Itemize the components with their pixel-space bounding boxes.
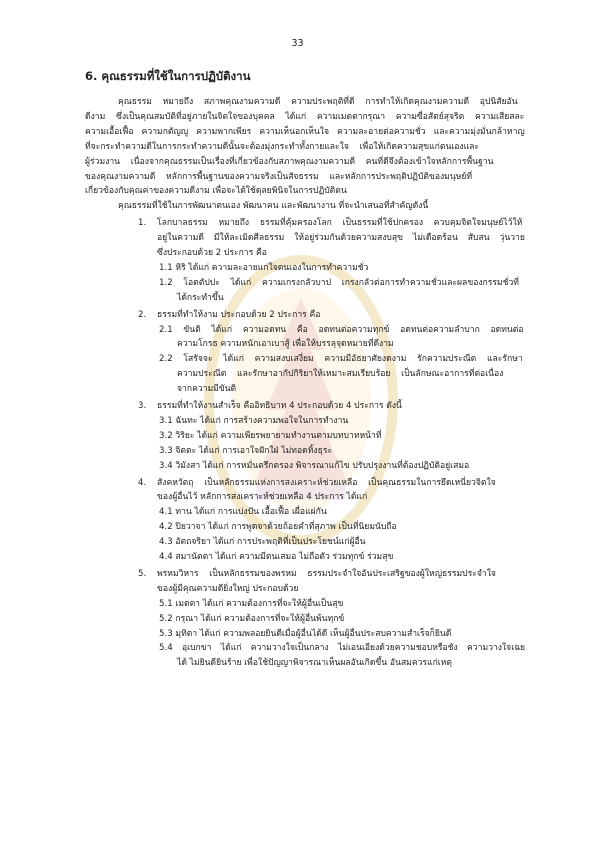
sub-item-text: ความประณีต และรักษาอากัปกิริยาให้เหมาะสมเรียบร้อย เป็นลักษณะอาการที่ต่อเนื่อง bbox=[177, 369, 504, 380]
paragraph-line: ความเอื้อเฟื้อ ความกตัญญู ความพากเพียร ความเห็นอกเห็นใจ ความละอายต่อความชั่ว และความมุ่งมั่นกล้าหาญ bbox=[85, 126, 525, 137]
paragraph-line: ที่จะกระทำความดีในการกระทำความดีนั้นจะต้องมุ่งกระทำทั้งกายและใจ เพื่อให้เกิดความสุขแก่ตนเองและ bbox=[85, 141, 480, 152]
list-item-text: โลกบาลธรรม หมายถึง ธรรมที่คุ้มครองโลก เป็นธรรมที่ใช้ปกครอง ควบคุมจิตใจมนุษย์ไว้ให้ bbox=[157, 218, 523, 229]
sub-item-text: 3.1 ฉันทะ ได้แก่ การสร้างความพอใจในการทำงาน bbox=[159, 415, 349, 426]
list-item-text: ธรรมที่ทำให้งานสำเร็จ คืออิทธิบาท 4 ประกอบด้วย 4 ประการ ดังนี้ bbox=[157, 401, 402, 411]
sub-item-text: 3.3 จิตตะ ได้แก่ การเอาใจฝักใฝ่ ไม่ทอดทิ้งธุระ bbox=[159, 445, 333, 456]
sub-item-text: ได้กระทำขึ้น bbox=[177, 292, 224, 303]
list-item-number: 2. bbox=[138, 309, 147, 320]
list-item-text: อยู่ในความดี มีให้ละเมิดศีลธรรม ให้อยู่ร่วมกันด้วยความสงบสุข ไม่เดือดร้อน สับสน วุ่นวาย bbox=[157, 233, 525, 244]
sub-item-text: 5.3 มุทิตา ได้แก่ ความพลอยยินดีเมื่อผู้อื่นได้ดี เห็นผู้อื่นประสบความสำเร็จก็ยินดี bbox=[159, 628, 452, 639]
sub-item-text: 4.3 อัตถจริยา ได้แก่ การประพฤติที่เป็นประโยชน์แก่ผู้อื่น bbox=[159, 537, 366, 548]
sub-item-text: 5.4 อุเบกขา ได้แก่ ความวางใจเป็นกลาง ไม่เอนเอียงด้วยความชอบหรือชัง ความวางใจเฉย bbox=[159, 643, 526, 654]
sub-item-text: 3.2 วิริยะ ได้แก่ ความเพียรพยายามทำงานตามบทบาทหน้าที่ bbox=[159, 430, 382, 441]
list-item-number: 5. bbox=[138, 568, 147, 579]
sub-item-text: 5.1 เมตตา ได้แก่ ความต้องการที่จะให้ผู้อื่นเป็นสุข bbox=[159, 598, 344, 609]
list-item-text: พรหมวิหาร เป็นหลักธรรมของพรหม ธรรมประจำใจอันประเสริฐของผู้ใหญ่ธรรมประจำใจ bbox=[157, 568, 496, 579]
sub-item-text: จากความมีขันติ bbox=[177, 384, 237, 395]
paragraph-line: เกี่ยวข้องกับคุณค่าของความดีงาม เพื่อจะได้ใช้ดุลยพินิจในการปฏิบัติตน bbox=[85, 186, 347, 197]
sub-item-text: ได้ ไม่ยินดียินร้าย เพื่อใช้ปัญญาพิจารณาเห็นผลอันเกิดขึ้น อันสมควรแก่เหตุ bbox=[177, 658, 452, 669]
list-item-number: 4. bbox=[138, 477, 147, 488]
list-item-text: สังคหวัตถุ เป็นหลักธรรมแห่งการสงเคราะห์ช่วยเหลือ เป็นคุณธรรมในการยึดเหนี่ยวจิตใจ bbox=[157, 477, 496, 488]
sub-item-text: 4.2 ปิยวาจา ได้แก่ การพูดจาด้วยถ้อยคำที่สุภาพ เป็นที่นิยมนับถือ bbox=[159, 522, 397, 533]
lead-sentence: คุณธรรมที่ใช้ในการพัฒนาตนเอง พัฒนาคน และพัฒนางาน ที่จะนำเสนอที่สำคัญดังนี้ bbox=[118, 201, 429, 212]
list-item-text: ธรรมที่ทำให้งาม ประกอบด้วย 2 ประการ คือ bbox=[157, 309, 321, 320]
list-item-text: ของผู้มีคุณความดียิ่งใหญ่ ประกอบด้วย bbox=[157, 583, 299, 594]
page-number: 33 bbox=[291, 38, 304, 49]
sub-item-text: 2.2 โสรัจจะ ได้แก่ ความสงบเสงี่ยม ความมีอัธยาศัยงดงาม รักความประณีต และรักษา bbox=[159, 354, 523, 365]
paragraph-line: คุณธรรม หมายถึง สภาพคุณงามความดี ความประพฤติที่ดี การทำให้เกิดคุณงามความดี อุปนิสัยอัน bbox=[118, 97, 518, 107]
sub-item-text: 4.1 ทาน ได้แก่ การแบ่งปัน เอื้อเฟื้อ เผื่อแผ่กัน bbox=[159, 507, 327, 518]
sub-item-text: 2.1 ขันติ ได้แก่ ความอดทน คือ อดทนต่อความทุกข์ อดทนต่อความลำบาก อดทนต่อ bbox=[159, 324, 524, 335]
sub-item-text: 1.1 หิริ ได้แก่ ความละอายแก่ใจตนเองในการทำความชั่ว bbox=[159, 262, 369, 273]
list-item-number: 3. bbox=[138, 401, 147, 411]
paragraph-line: ผู้ร่วมงาน เนื่องจากคุณธรรมเป็นเรื่องที่เกี่ยวข้องกับสภาพคุณงามความดี คนที่ดีจึงต้องเข้าใจหลักการพื้นฐาน bbox=[85, 156, 494, 167]
list-item-number: 1. bbox=[138, 218, 147, 229]
paragraph-line: ดีงาม ซึ่งเป็นคุณสมบัติที่อยู่ภายในจิตใจของบุคคล ได้แก่ ความเมตตากรุณา ความซื่อสัตย์สุจริต ความเสียสละ bbox=[85, 111, 525, 122]
list-item-text: ซึ่งประกอบด้วย 2 ประการ คือ bbox=[157, 248, 267, 258]
list-item-text: ของผู้อื่นไว้ หลักการสงเคราะห์ช่วยเหลือ 4 ประการ ได้แก่ bbox=[157, 492, 368, 503]
sub-item-text: 3.4 วิมังสา ได้แก่ การหมั่นตรึกตรอง พิจารณาแก้ไข ปรับปรุงงานที่ต้องปฏิบัติอยู่เสมอ bbox=[159, 460, 470, 471]
section-title: 6. คุณธรรมที่ใช้ในการปฏิบัติงาน bbox=[85, 69, 251, 83]
sub-item-text: 1.2 โอตตัปปะ ได้แก่ ความเกรงกลัวบาป เกรงกลัวต่อการทำความชั่วและผลของกรรมชั่วที่ bbox=[159, 277, 519, 288]
sub-item-text: 5.2 กรุณา ได้แก่ ความต้องการที่จะให้ผู้อื่นพ้นทุกข์ bbox=[159, 613, 345, 624]
paragraph-line: ของคุณงามความดี หลักการพื้นฐานของความจริงเป็นสัจธรรม และหลักการประพฤติปฏิบัติของมนุษย์ที่ bbox=[85, 171, 473, 182]
sub-item-text: ความโกรธ ความหนักเอาเบาสู้ เพื่อให้บรรลุจุดหมายที่ดีงาม bbox=[177, 339, 394, 350]
sub-item-text: 4.4 สมานัตตา ได้แก่ ความมีตนเสมอ ไม่ถือตัว ร่วมทุกข์ ร่วมสุข bbox=[159, 552, 394, 562]
